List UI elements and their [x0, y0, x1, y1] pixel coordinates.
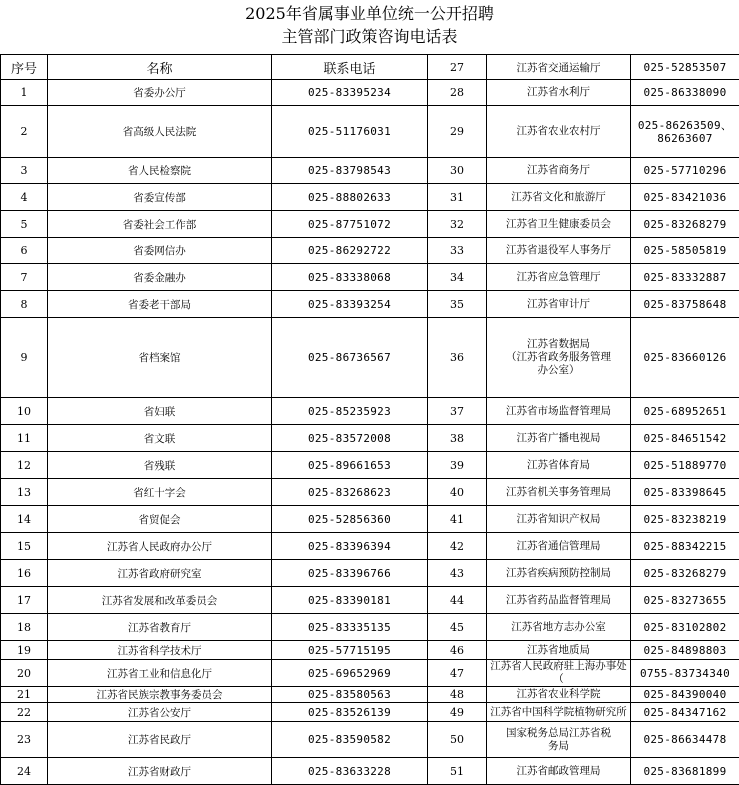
row-index: 40: [428, 479, 487, 506]
phone-number: 025-89661653: [272, 452, 428, 479]
phone-number: 025-83396766: [272, 560, 428, 587]
dept-name: 江苏省地质局: [487, 641, 631, 660]
phone-number: 025-83572008: [272, 425, 428, 452]
dept-name: 江苏省通信管理局: [487, 533, 631, 560]
table-row: [1, 758, 739, 785]
phone-number: 0755-83734340: [631, 660, 739, 687]
phone-number: 025-88342215: [631, 533, 739, 560]
row-index: 46: [428, 641, 487, 660]
table-row: [1, 184, 739, 211]
row-index: 11: [1, 425, 48, 452]
dept-name: 国家税务总局江苏省税 务局: [487, 722, 631, 758]
header-phone: 联系电话: [272, 55, 428, 80]
dept-name: 省红十字会: [48, 479, 272, 506]
dept-name: 省委老干部局: [48, 291, 272, 318]
dept-name: 江苏省疾病预防控制局: [487, 560, 631, 587]
phone-number: 025-83338068: [272, 264, 428, 291]
row-index: 19: [1, 641, 48, 660]
table-row: [1, 264, 739, 291]
table-row: [1, 687, 739, 703]
dept-name: 省文联: [48, 425, 272, 452]
table-row: [1, 614, 739, 641]
phone-number: 025-68952651: [631, 398, 739, 425]
phone-number: 025-83398645: [631, 479, 739, 506]
row-index: 50: [428, 722, 487, 758]
row-index: 36: [428, 318, 487, 398]
phone-number: 025-58505819: [631, 238, 739, 264]
table-row: [1, 398, 739, 425]
table-row: [1, 425, 739, 452]
dept-name: 省贸促会: [48, 506, 272, 533]
phone-number: 025-83526139: [272, 703, 428, 722]
phone-number: 025-85235923: [272, 398, 428, 425]
phone-number: 025-83332887: [631, 264, 739, 291]
dept-name: 江苏省农业科学院: [487, 687, 631, 703]
table-row: [1, 479, 739, 506]
row-index: 37: [428, 398, 487, 425]
dept-name: 江苏省卫生健康委员会: [487, 211, 631, 238]
dept-name: 江苏省数据局 （江苏省政务服务管理 办公室）: [487, 318, 631, 398]
row-index: 28: [428, 80, 487, 106]
phone-number: 025-83393254: [272, 291, 428, 318]
dept-name: 省人民检察院: [48, 158, 272, 184]
dept-name: 省委办公厅: [48, 80, 272, 106]
dept-name: 江苏省中国科学院植物研究所: [487, 703, 631, 722]
phone-number: 025-83580563: [272, 687, 428, 703]
row-index: 17: [1, 587, 48, 614]
table-row: [1, 452, 739, 479]
dept-name: 江苏省商务厅: [487, 158, 631, 184]
row-index: 30: [428, 158, 487, 184]
row-index: 1: [1, 80, 48, 106]
page-title: 2025年省属事业单位统一公开招聘: [0, 4, 739, 24]
row-index: 8: [1, 291, 48, 318]
row-index: 24: [1, 758, 48, 785]
phone-number: 025-51176031: [272, 106, 428, 158]
dept-name: 江苏省水利厅: [487, 80, 631, 106]
dept-name: 江苏省工业和信息化厅: [48, 660, 272, 687]
row-index: 31: [428, 184, 487, 211]
row-index: 44: [428, 587, 487, 614]
row-index: 13: [1, 479, 48, 506]
phone-number: 025-88802633: [272, 184, 428, 211]
dept-name: 江苏省退役军人事务厅: [487, 238, 631, 264]
row-index: 14: [1, 506, 48, 533]
table-row: [1, 291, 739, 318]
phone-number: 025-57715195: [272, 641, 428, 660]
row-index: 7: [1, 264, 48, 291]
header-index: 序号: [1, 55, 48, 80]
contact-table: [0, 54, 739, 785]
phone-number: 025-52853507: [631, 55, 739, 80]
table-row: [1, 587, 739, 614]
row-index: 45: [428, 614, 487, 641]
dept-name: 江苏省体育局: [487, 452, 631, 479]
phone-number: 025-83758648: [631, 291, 739, 318]
phone-number: 025-83268623: [272, 479, 428, 506]
phone-number: 025-86292722: [272, 238, 428, 264]
table-row: [1, 80, 739, 106]
table-row: [1, 533, 739, 560]
row-index: 43: [428, 560, 487, 587]
row-index: 39: [428, 452, 487, 479]
row-index: 27: [428, 55, 487, 80]
table-row: [1, 211, 739, 238]
phone-number: 025-86634478: [631, 722, 739, 758]
row-index: 34: [428, 264, 487, 291]
page-subtitle: 主管部门政策咨询电话表: [0, 27, 739, 47]
row-index: 15: [1, 533, 48, 560]
row-index: 6: [1, 238, 48, 264]
dept-name: 江苏省应急管理厅: [487, 264, 631, 291]
row-index: 9: [1, 318, 48, 398]
table-row: [1, 660, 739, 687]
row-index: 22: [1, 703, 48, 722]
dept-name: 江苏省交通运输厅: [487, 55, 631, 80]
phone-number: 025-69652969: [272, 660, 428, 687]
row-index: 10: [1, 398, 48, 425]
table-row: [1, 703, 739, 722]
dept-name: 省残联: [48, 452, 272, 479]
phone-number: 025-86736567: [272, 318, 428, 398]
header-row: [1, 55, 739, 80]
phone-number: 025-83798543: [272, 158, 428, 184]
phone-number: 025-87751072: [272, 211, 428, 238]
dept-name: 省妇联: [48, 398, 272, 425]
phone-number: 025-83102802: [631, 614, 739, 641]
dept-name: 江苏省人民政府驻上海办事处（: [487, 660, 631, 687]
row-index: 42: [428, 533, 487, 560]
phone-number: 025-83681899: [631, 758, 739, 785]
row-index: 51: [428, 758, 487, 785]
dept-name: 江苏省广播电视局: [487, 425, 631, 452]
phone-number: 025-83396394: [272, 533, 428, 560]
phone-number: 025-83633228: [272, 758, 428, 785]
row-index: 35: [428, 291, 487, 318]
header-name: 名称: [48, 55, 272, 80]
dept-name: 江苏省民政厅: [48, 722, 272, 758]
phone-number: 025-83335135: [272, 614, 428, 641]
row-index: 47: [428, 660, 487, 687]
dept-name: 江苏省科学技术厅: [48, 641, 272, 660]
phone-number: 025-83421036: [631, 184, 739, 211]
phone-number: 025-83268279: [631, 211, 739, 238]
dept-name: 江苏省公安厅: [48, 703, 272, 722]
phone-number: 025-83268279: [631, 560, 739, 587]
dept-name: 江苏省发展和改革委员会: [48, 587, 272, 614]
phone-number: 025-83238219: [631, 506, 739, 533]
phone-number: 025-83273655: [631, 587, 739, 614]
table-row: [1, 560, 739, 587]
row-index: 23: [1, 722, 48, 758]
dept-name: 省委金融办: [48, 264, 272, 291]
dept-name: 江苏省知识产权局: [487, 506, 631, 533]
dept-name: 江苏省财政厅: [48, 758, 272, 785]
phone-number: 025-84390040: [631, 687, 739, 703]
phone-number: 025-83390181: [272, 587, 428, 614]
table-row: [1, 106, 739, 158]
row-index: 29: [428, 106, 487, 158]
dept-name: 江苏省药品监督管理局: [487, 587, 631, 614]
row-index: 33: [428, 238, 487, 264]
row-index: 32: [428, 211, 487, 238]
phone-number: 025-84651542: [631, 425, 739, 452]
table-row: [1, 238, 739, 264]
row-index: 3: [1, 158, 48, 184]
dept-name: 省高级人民法院: [48, 106, 272, 158]
dept-name: 江苏省教育厅: [48, 614, 272, 641]
table-row: [1, 722, 739, 758]
phone-number: 025-83395234: [272, 80, 428, 106]
row-index: 12: [1, 452, 48, 479]
dept-name: 江苏省文化和旅游厅: [487, 184, 631, 211]
table-row: [1, 641, 739, 660]
phone-number: 025-83660126: [631, 318, 739, 398]
dept-name: 江苏省审计厅: [487, 291, 631, 318]
dept-name: 江苏省市场监督管理局: [487, 398, 631, 425]
row-index: 21: [1, 687, 48, 703]
row-index: 41: [428, 506, 487, 533]
table-row: [1, 506, 739, 533]
phone-number: 025-51889770: [631, 452, 739, 479]
dept-name: 江苏省民族宗教事务委员会: [48, 687, 272, 703]
row-index: 18: [1, 614, 48, 641]
dept-name: 省委社会工作部: [48, 211, 272, 238]
dept-name: 省档案馆: [48, 318, 272, 398]
table-row: [1, 158, 739, 184]
dept-name: 省委网信办: [48, 238, 272, 264]
row-index: 2: [1, 106, 48, 158]
row-index: 20: [1, 660, 48, 687]
phone-number: 025-52856360: [272, 506, 428, 533]
phone-number: 025-83590582: [272, 722, 428, 758]
row-index: 49: [428, 703, 487, 722]
dept-name: 江苏省人民政府办公厅: [48, 533, 272, 560]
dept-name: 江苏省邮政管理局: [487, 758, 631, 785]
dept-name: 江苏省机关事务管理局: [487, 479, 631, 506]
phone-number: 025-84898803: [631, 641, 739, 660]
table-row: [1, 318, 739, 398]
phone-number: 025-84347162: [631, 703, 739, 722]
dept-name: 江苏省地方志办公室: [487, 614, 631, 641]
dept-name: 江苏省政府研究室: [48, 560, 272, 587]
row-index: 16: [1, 560, 48, 587]
row-index: 48: [428, 687, 487, 703]
dept-name: 省委宣传部: [48, 184, 272, 211]
row-index: 38: [428, 425, 487, 452]
phone-number: 025-57710296: [631, 158, 739, 184]
phone-number: 025-86263509、 86263607: [631, 106, 739, 158]
row-index: 4: [1, 184, 48, 211]
phone-number: 025-86338090: [631, 80, 739, 106]
dept-name: 江苏省农业农村厅: [487, 106, 631, 158]
row-index: 5: [1, 211, 48, 238]
